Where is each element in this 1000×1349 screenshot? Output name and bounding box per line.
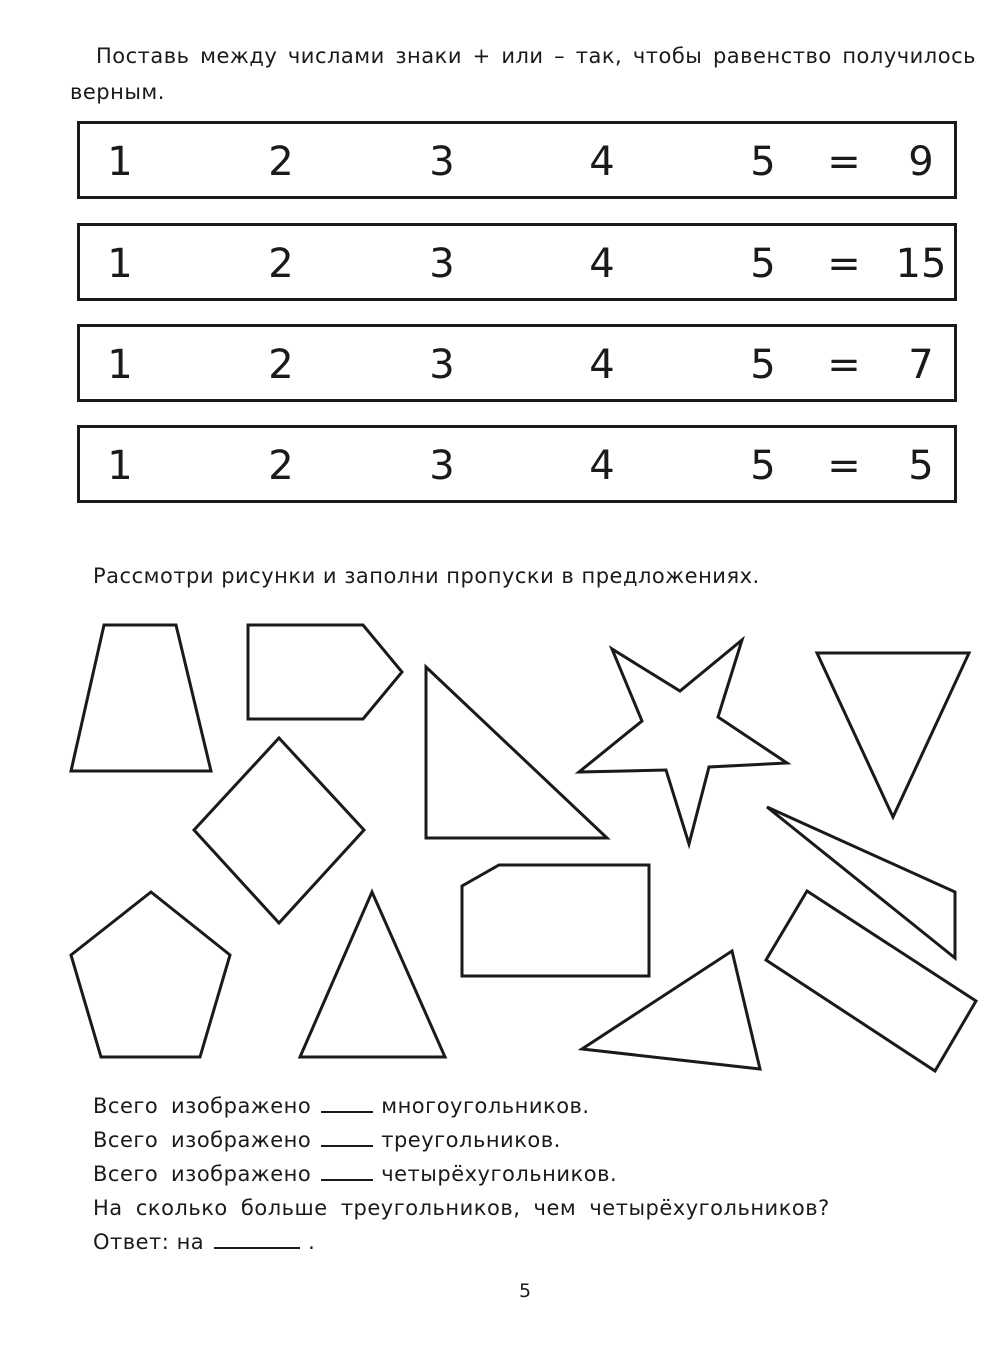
equation-number: 2 [268,342,294,388]
equation-number: 1 [107,241,133,287]
answer-preposition: на [176,1230,205,1254]
answer-section [93,1089,973,1259]
equation-result: 5 [908,443,934,489]
equals-sign: = [827,342,861,388]
task2-instruction: Рассмотри рисунки и заполни пропуски в предложениях. [93,564,760,588]
pentagon-arrow-shape [248,625,402,719]
fill-blank-quadrilaterals[interactable] [321,1161,373,1181]
equation-number: 2 [268,139,294,185]
answer-line-quadrilaterals [93,1157,973,1191]
equation-number: 4 [589,443,615,489]
equation-number: 5 [750,443,776,489]
equation-number: 1 [107,342,133,388]
inverted-triangle-shape [817,653,969,817]
fill-blank-difference[interactable] [214,1229,300,1249]
answer-line-triangles [93,1123,973,1157]
equation-result: 9 [908,139,934,185]
answer-word: изображено [171,1162,312,1186]
trapezoid-shape [71,625,211,771]
equation-number: 5 [750,139,776,185]
answer-word: изображено [171,1128,312,1152]
thin-triangle-shape [767,807,955,958]
equation-number: 4 [589,342,615,388]
isosceles-triangle-shape [300,892,445,1057]
equals-sign: = [827,241,861,287]
answer-suffix: четырёхугольников. [381,1162,618,1186]
final-answer-line [93,1225,973,1259]
page-number: 5 [518,1280,532,1302]
fill-blank-polygons[interactable] [321,1093,373,1113]
equation-result: 15 [895,241,947,287]
rhombus-shape [194,738,364,923]
equation-number: 2 [268,443,294,489]
pentagon-shape [71,892,230,1057]
answer-prefix: Всего [93,1094,159,1118]
fill-blank-triangles[interactable] [321,1127,373,1147]
equation-number: 1 [107,139,133,185]
answer-suffix: треугольников. [381,1128,561,1152]
equation-number: 1 [107,443,133,489]
question-line: На сколько больше треугольников, чем четырёхугольников? [93,1196,830,1220]
cut-rectangle-shape [462,865,649,976]
equation-number: 5 [750,241,776,287]
answer-prefix: Всего [93,1128,159,1152]
answer-line-polygons [93,1089,973,1123]
answer-suffix: многоугольников. [381,1094,590,1118]
answer-word: изображено [171,1094,312,1118]
equation-number: 3 [429,241,455,287]
right-triangle-shape [426,667,607,838]
star-shape [579,640,787,844]
answer-label: Ответ: [93,1230,170,1254]
equation-number: 4 [589,241,615,287]
equation-result: 7 [908,342,934,388]
scalene-triangle-shape [582,951,760,1069]
equals-sign: = [827,443,861,489]
tilted-rectangle-shape [766,891,976,1071]
equation-number: 3 [429,139,455,185]
answer-prefix: Всего [93,1162,159,1186]
task1-instruction: Поставь между числами знаки + или – так, чтобы равенство получилось верным. [70,44,976,104]
equals-sign: = [827,139,861,185]
equation-number: 4 [589,139,615,185]
equation-number: 3 [429,443,455,489]
equation-number: 3 [429,342,455,388]
equation-number: 2 [268,241,294,287]
answer-period: . [308,1230,316,1254]
equation-number: 5 [750,342,776,388]
